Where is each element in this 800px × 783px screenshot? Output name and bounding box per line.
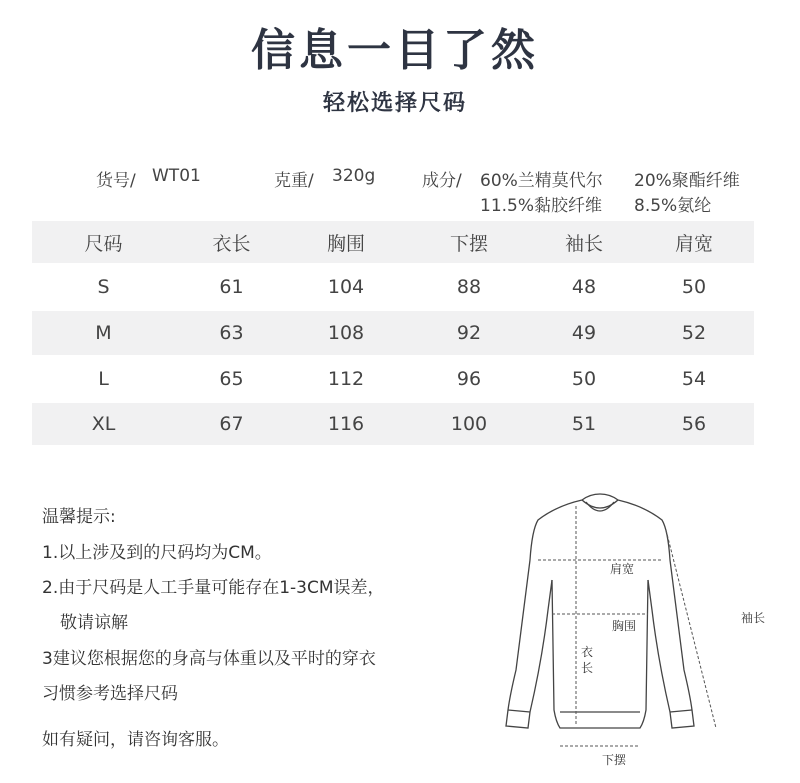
page-title: 信息一目了然	[251, 25, 539, 76]
composition-item: 60%兰精莫代尔	[480, 171, 603, 191]
table-cell: 54	[681, 368, 707, 390]
table-cell: 112	[327, 368, 365, 390]
sweatshirt-outline	[506, 494, 694, 728]
table-cell: 67	[175, 403, 288, 445]
composition-item: 20%聚酯纤维	[634, 171, 740, 191]
column-header: 下摆	[404, 221, 534, 263]
table-cell: XL	[32, 403, 175, 445]
item-no-label: 货号/	[96, 171, 136, 191]
table-cell: 100	[404, 403, 534, 445]
table-row	[32, 355, 754, 403]
column-header: 尺码	[32, 221, 175, 263]
column-header: 衣长	[175, 221, 288, 263]
table-cell: 65	[219, 368, 244, 390]
chest-label: 胸围	[612, 619, 637, 633]
table-cell: M	[32, 311, 175, 355]
table-cell: 52	[634, 311, 754, 355]
composition-item: 11.5%黏胶纤维	[480, 196, 603, 216]
table-cell: 61	[219, 276, 244, 298]
sleeve-label: 袖长	[741, 611, 766, 625]
tip-item: 1.以上涉及到的尺码均为CM。	[42, 543, 272, 563]
table-header-row	[32, 221, 754, 263]
length-label: 长	[581, 661, 594, 675]
tip-item: 敬请谅解	[60, 613, 128, 633]
table-cell: 50	[571, 368, 597, 390]
table-cell: 48	[571, 276, 597, 298]
table-cell: 96	[456, 368, 482, 390]
item-no-value: WT01	[152, 166, 201, 186]
table-row	[32, 403, 754, 445]
table-cell: L	[98, 368, 109, 390]
table-cell: 92	[404, 311, 534, 355]
column-header: 袖长	[534, 221, 634, 263]
tip-item: 2.由于尺码是人工手量可能存在1-3CM误差，	[42, 578, 385, 598]
shoulder-label: 肩宽	[610, 562, 635, 576]
column-header: 肩宽	[634, 221, 754, 263]
tips-heading: 温馨提示:	[42, 507, 116, 527]
composition-label: 成分/	[422, 171, 462, 191]
table-cell: 51	[534, 403, 634, 445]
table-cell: 50	[681, 276, 707, 298]
table-cell: 116	[288, 403, 404, 445]
contact-note: 如有疑问，请咨询客服。	[42, 730, 229, 750]
table-cell: S	[97, 276, 110, 298]
composition-item: 8.5%氨纶	[634, 196, 712, 216]
size-chart-table	[32, 221, 754, 445]
column-header: 胸围	[288, 221, 404, 263]
table-cell: 88	[456, 276, 482, 298]
table-cell: 49	[534, 311, 634, 355]
tip-item: 习惯参考选择尺码	[42, 684, 178, 704]
weight-label: 克重/	[274, 171, 314, 191]
table-cell: 63	[175, 311, 288, 355]
table-cell: 104	[327, 276, 365, 298]
hem-label: 下摆	[602, 753, 627, 767]
table-cell: 56	[634, 403, 754, 445]
table-row	[32, 311, 754, 355]
table-cell: 108	[288, 311, 404, 355]
sweatshirt-measurement-diagram	[490, 490, 780, 780]
length-label: 衣	[581, 645, 594, 659]
table-row	[32, 263, 754, 311]
weight-value: 320g	[332, 166, 376, 186]
page-subtitle: 轻松选择尺码	[322, 91, 467, 116]
tip-item: 3建议您根据您的身高与体重以及平时的穿衣	[42, 649, 376, 669]
